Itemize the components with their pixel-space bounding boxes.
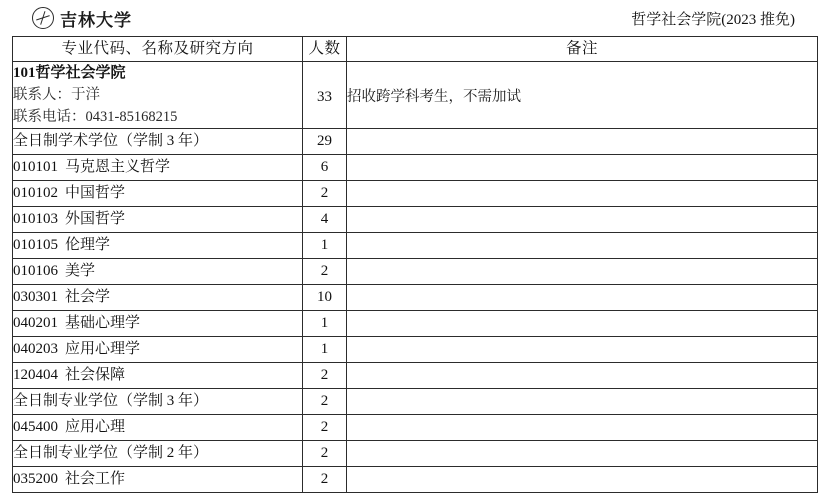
major-cell	[13, 363, 303, 389]
major-name: 马克恩主义哲学	[65, 159, 171, 175]
document-title: 哲学社会学院(2023 推免)	[631, 11, 795, 28]
count-cell: 2	[303, 181, 347, 207]
major-cell	[13, 467, 303, 493]
department-title	[13, 62, 302, 84]
note-cell	[347, 363, 818, 389]
department-code: 101	[13, 65, 36, 81]
table-row	[13, 441, 818, 467]
university-name: 吉林大学	[60, 10, 132, 30]
major-code: 010106	[13, 263, 58, 279]
note-cell	[347, 155, 818, 181]
note-cell	[347, 259, 818, 285]
university-seal-icon	[32, 7, 54, 29]
table-row	[13, 337, 818, 363]
major-code: 040203	[13, 341, 58, 357]
major-code: 010101	[13, 159, 58, 175]
count-cell: 1	[303, 337, 347, 363]
major-name: 全日制专业学位（学制 2 年）	[13, 445, 209, 461]
note-cell	[347, 233, 818, 259]
major-code: 120404	[13, 367, 58, 383]
major-code: 030301	[13, 289, 58, 305]
table-row	[13, 311, 818, 337]
table-row	[13, 155, 818, 181]
count-cell: 1	[303, 311, 347, 337]
major-name: 社会保障	[65, 367, 126, 383]
note-cell	[347, 415, 818, 441]
major-cell	[13, 129, 303, 155]
department-count-cell	[303, 62, 347, 129]
table-row	[13, 415, 818, 441]
major-code: 010105	[13, 237, 58, 253]
major-code: 035200	[13, 471, 58, 487]
note-cell	[347, 181, 818, 207]
major-cell	[13, 415, 303, 441]
major-code: 040201	[13, 315, 58, 331]
major-cell	[13, 337, 303, 363]
department-contact: 联系人：于洋	[13, 87, 100, 103]
table-row	[13, 181, 818, 207]
admission-quota-table	[12, 36, 818, 493]
major-cell	[13, 389, 303, 415]
page-header	[12, 0, 817, 36]
table-row	[13, 363, 818, 389]
major-code: 010102	[13, 185, 58, 201]
table-header-row	[13, 37, 818, 62]
major-cell	[13, 285, 303, 311]
count-cell: 10	[303, 285, 347, 311]
major-code: 010103	[13, 211, 58, 227]
major-cell	[13, 441, 303, 467]
note-cell	[347, 389, 818, 415]
department-note-cell	[347, 62, 818, 129]
note-cell	[347, 129, 818, 155]
count-cell: 2	[303, 415, 347, 441]
major-name: 外国哲学	[65, 211, 126, 227]
university-logo	[32, 6, 132, 31]
column-header-major: 专业代码、名称及研究方向	[13, 37, 303, 62]
major-name: 全日制学术学位（学制 3 年）	[13, 133, 209, 149]
major-name: 社会工作	[65, 471, 126, 487]
department-note: 招收跨学科考生，不需加试	[347, 88, 521, 105]
count-cell: 2	[303, 441, 347, 467]
note-cell	[347, 467, 818, 493]
count-cell: 4	[303, 207, 347, 233]
department-count: 33	[317, 88, 332, 105]
note-cell	[347, 311, 818, 337]
count-cell: 29	[303, 129, 347, 155]
major-cell	[13, 181, 303, 207]
department-name: 哲学社会学院	[35, 65, 126, 81]
department-cell	[13, 62, 303, 129]
count-cell: 2	[303, 389, 347, 415]
major-name: 全日制专业学位（学制 3 年）	[13, 393, 209, 409]
count-cell: 2	[303, 259, 347, 285]
table-row	[13, 285, 818, 311]
count-cell: 2	[303, 363, 347, 389]
major-name: 美学	[65, 263, 96, 279]
major-name: 应用心理学	[65, 341, 141, 357]
major-name: 应用心理	[65, 419, 126, 435]
note-cell	[347, 337, 818, 363]
major-name: 伦理学	[65, 237, 111, 253]
note-cell	[347, 285, 818, 311]
note-cell	[347, 441, 818, 467]
department-phone: 联系电话：0431-85168215	[13, 109, 178, 125]
table-row	[13, 467, 818, 493]
count-cell: 2	[303, 467, 347, 493]
major-code: 045400	[13, 419, 58, 435]
major-name: 中国哲学	[65, 185, 126, 201]
major-cell	[13, 311, 303, 337]
table-row	[13, 207, 818, 233]
major-cell	[13, 155, 303, 181]
count-cell: 6	[303, 155, 347, 181]
major-name: 基础心理学	[65, 315, 141, 331]
table-row	[13, 233, 818, 259]
note-cell	[347, 207, 818, 233]
major-cell	[13, 259, 303, 285]
table-row	[13, 389, 818, 415]
table-row	[13, 129, 818, 155]
column-header-count: 人数	[303, 37, 347, 62]
column-header-note: 备注	[347, 37, 818, 62]
table-row	[13, 259, 818, 285]
count-cell: 1	[303, 233, 347, 259]
major-cell	[13, 207, 303, 233]
table-row-department	[13, 62, 818, 129]
major-name: 社会学	[65, 289, 111, 305]
major-cell	[13, 233, 303, 259]
